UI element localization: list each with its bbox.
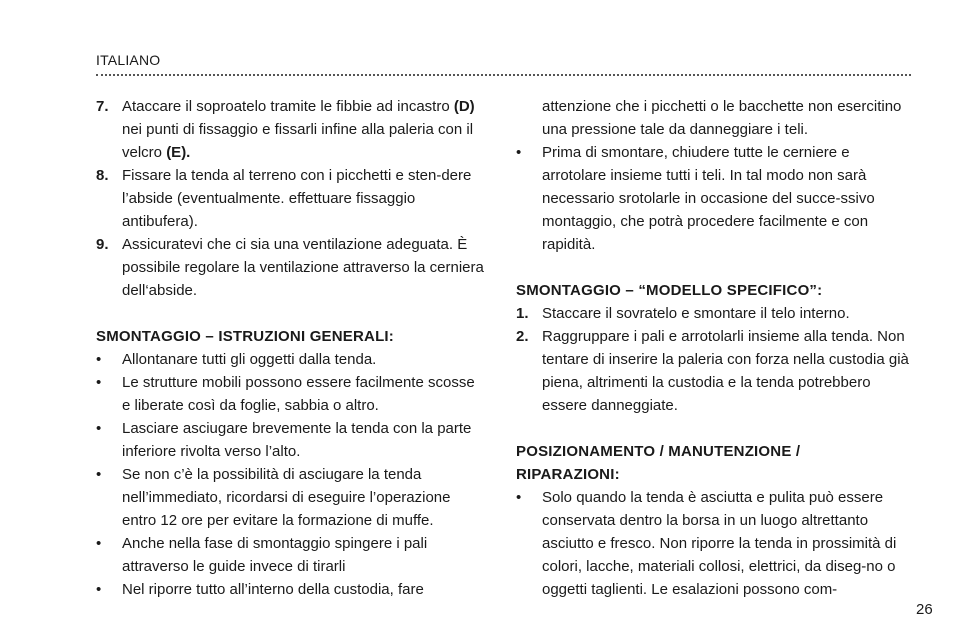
list-item-text: Allontanare tutti gli oggetti dalla tenda. xyxy=(122,351,377,368)
list-item-text: Lasciare asciugare brevemente la tenda con la parte inferiore rivolta verso l’alto. xyxy=(122,420,472,460)
section-heading: RIPARAZIONI: xyxy=(516,466,620,483)
list-item-text: Solo quando la tenda è asciutta e pulita può essere conservata dentro la borsa in un luogo altrettanto asciutto e fresco. Non riporre la tenda in prossimità di colori, lacche, materiali collosi, elettrici, da diseg-no o oggetti taglienti. Le esalazioni possono com- xyxy=(542,489,897,598)
list-item xyxy=(96,463,486,532)
bullet: • xyxy=(96,466,102,483)
step-text: Assicuratevi che ci sia una ventilazione adeguata. È possibile regolare la ventilazione attraverso la cerniera dell‘abside. xyxy=(122,236,484,299)
bullet: • xyxy=(96,351,102,368)
list-item xyxy=(516,486,916,601)
step-number: 1. xyxy=(516,305,529,322)
step-ref-d: (D) xyxy=(453,98,475,115)
bullet: • xyxy=(96,535,102,552)
step-text: nei punti di fissaggio e fissarli infine alla paleria con il velcro xyxy=(122,121,474,161)
section-heading: SMONTAGGIO – “MODELLO SPECIFICO”: xyxy=(516,282,823,299)
step-item xyxy=(516,325,916,417)
list-item-continuation: attenzione che i picchetti o le bacchette non esercitino una pressione tale da danneggiare i teli. xyxy=(542,98,902,138)
step-item xyxy=(96,233,486,302)
right-column xyxy=(516,95,916,601)
step-number: 9. xyxy=(96,236,109,253)
list-item-text: Le strutture mobili possono essere facilmente scosse e liberate così da foglie, sabbia o altro. xyxy=(122,374,475,414)
list-item xyxy=(516,141,916,256)
step-number: 8. xyxy=(96,167,109,184)
language-header: ITALIANO xyxy=(96,52,161,68)
spacer xyxy=(516,256,916,279)
list-item-text: Prima di smontare, chiudere tutte le cerniere e arrotolare insieme tutti i teli. In tal modo non sarà necessario srotolarle in occasione del succe-ssivo montaggio, che potrà procedere facilmente e con rapidità. xyxy=(542,144,875,253)
bullet: • xyxy=(516,489,522,506)
bullet: • xyxy=(516,144,522,161)
step-number: 2. xyxy=(516,328,529,345)
bullet: • xyxy=(96,374,102,391)
page-number: 26 xyxy=(916,601,933,618)
section-heading: POSIZIONAMENTO / MANUTENZIONE / xyxy=(516,443,801,460)
section-heading: SMONTAGGIO – ISTRUZIONI GENERALI: xyxy=(96,328,394,345)
step-item xyxy=(516,302,916,325)
step-number: 7. xyxy=(96,98,109,115)
step-text: Fissare la tenda al terreno con i picchetti e sten-dere l’abside (eventualmente. effettuare fissaggio antibufera). xyxy=(122,167,472,230)
list-item xyxy=(96,578,486,601)
spacer xyxy=(516,417,916,440)
step-ref-e: (E). xyxy=(166,144,191,161)
spacer xyxy=(96,302,486,325)
bullet: • xyxy=(96,420,102,437)
left-column xyxy=(96,95,486,601)
list-item-text: Nel riporre tutto all’interno della custodia, fare xyxy=(122,581,424,598)
dotted-divider xyxy=(96,74,911,76)
step-item xyxy=(96,164,486,233)
list-item xyxy=(96,371,486,417)
list-item xyxy=(96,417,486,463)
bullet: • xyxy=(96,581,102,598)
step-text: Raggruppare i pali e arrotolarli insieme alla tenda. Non tentare di inserire la paleria con forza nella custodia già piena, altrimenti la custodia e la tenda potrebbero essere danneggiate. xyxy=(542,328,909,414)
list-item-text: Se non c’è la possibilità di asciugare la tenda nell’immediato, ricordarsi di eseguire l’operazione entro 12 ore per evitare la formazione di muffe. xyxy=(122,466,451,529)
step-item xyxy=(96,95,486,164)
step-text: Ataccare il soproatelo tramite le fibbie ad incastro xyxy=(122,98,454,115)
step-text: Staccare il sovratelo e smontare il telo interno. xyxy=(542,305,850,322)
list-item xyxy=(96,348,486,371)
list-item-text: Anche nella fase di smontaggio spingere i pali attraverso le guide invece di tirarli xyxy=(122,535,428,575)
list-item xyxy=(96,532,486,578)
